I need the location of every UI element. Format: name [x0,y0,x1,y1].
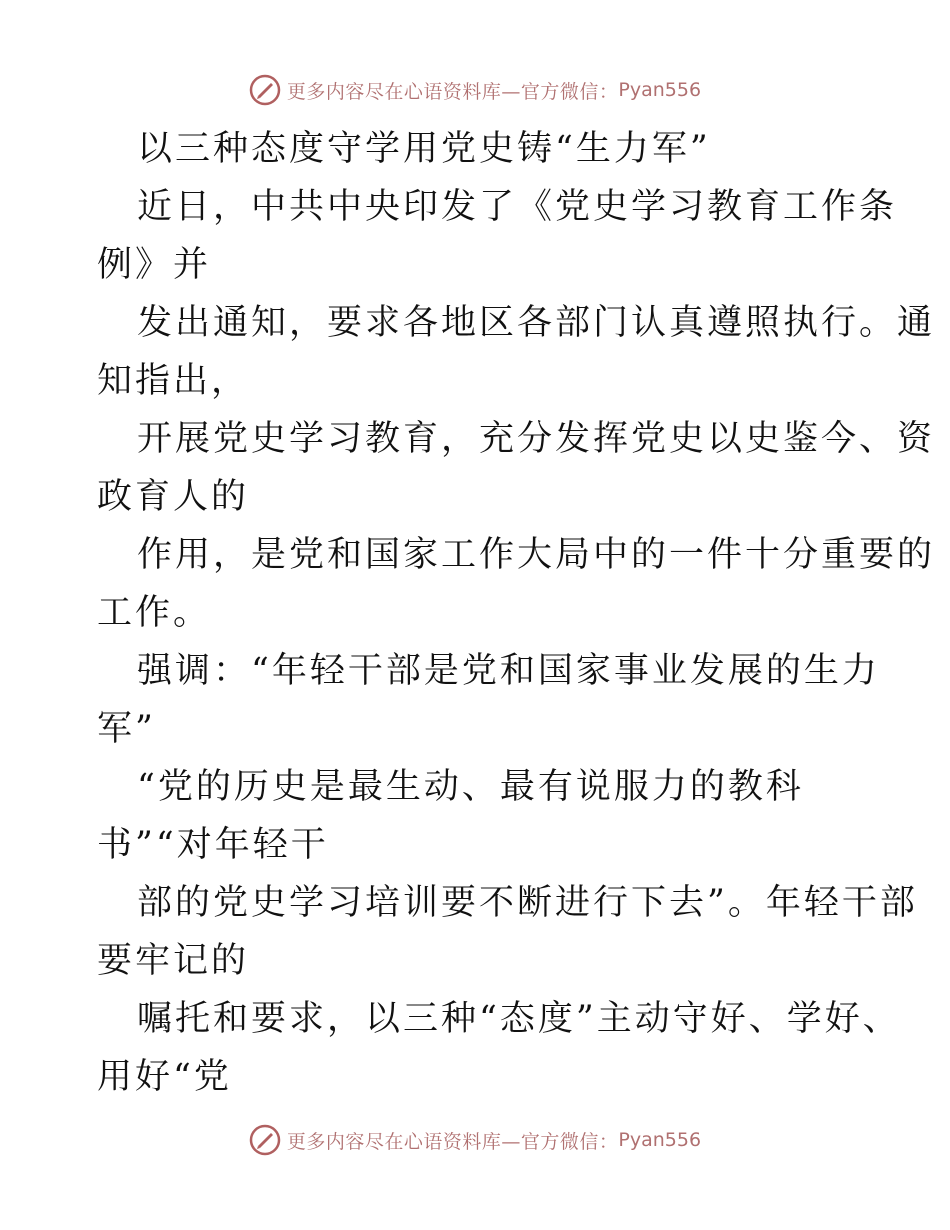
document-line: 发出通知，要求各地区各部门认真遵照执行。通 [137,303,936,343]
document-line: 例》并 [97,245,212,285]
watermark-footer [0,1120,950,1160]
document-line: 嘱托和要求，以三种“态度”主动守好、学好、 [137,999,901,1039]
document-line: 强调：“年轻干部是党和国家事业发展的生力 [137,651,880,691]
quill-pen-seal-icon [249,1124,281,1156]
document-line: 政育人的 [97,477,250,517]
document-line: 书”“对年轻干 [97,825,329,865]
document-line: 近日，中共中央印发了《党史学习教育工作条 [137,187,898,227]
watermark-header [0,70,950,110]
document-line: 工作。 [97,593,212,633]
watermark-text: 更多内容尽在心语资料库—官方微信： [286,1130,619,1153]
document-line: 开展党史学习教育，充分发挥党史以史鉴今、资 [137,419,936,459]
document-line: 要牢记的 [97,941,250,981]
document-line: 军” [97,709,156,749]
document-line: 部的党史学习培训要不断进行下去”。年轻干部 [137,883,918,923]
document-line: 用好“党 [97,1057,232,1097]
document-line: 作用，是党和国家工作大局中的一件十分重要的 [137,535,936,575]
watermark-account: Pyan556 [618,1129,702,1151]
quill-pen-seal-icon [249,74,281,106]
document-line: “党的历史是最生动、最有说服力的教科 [137,767,804,807]
document-line: 以三种态度守学用党史铸“生力军” [137,129,711,169]
watermark-text: 更多内容尽在心语资料库—官方微信： [286,80,619,103]
watermark-account: Pyan556 [618,79,702,101]
document-line: 知指出， [97,361,250,401]
document-body [97,120,936,1106]
